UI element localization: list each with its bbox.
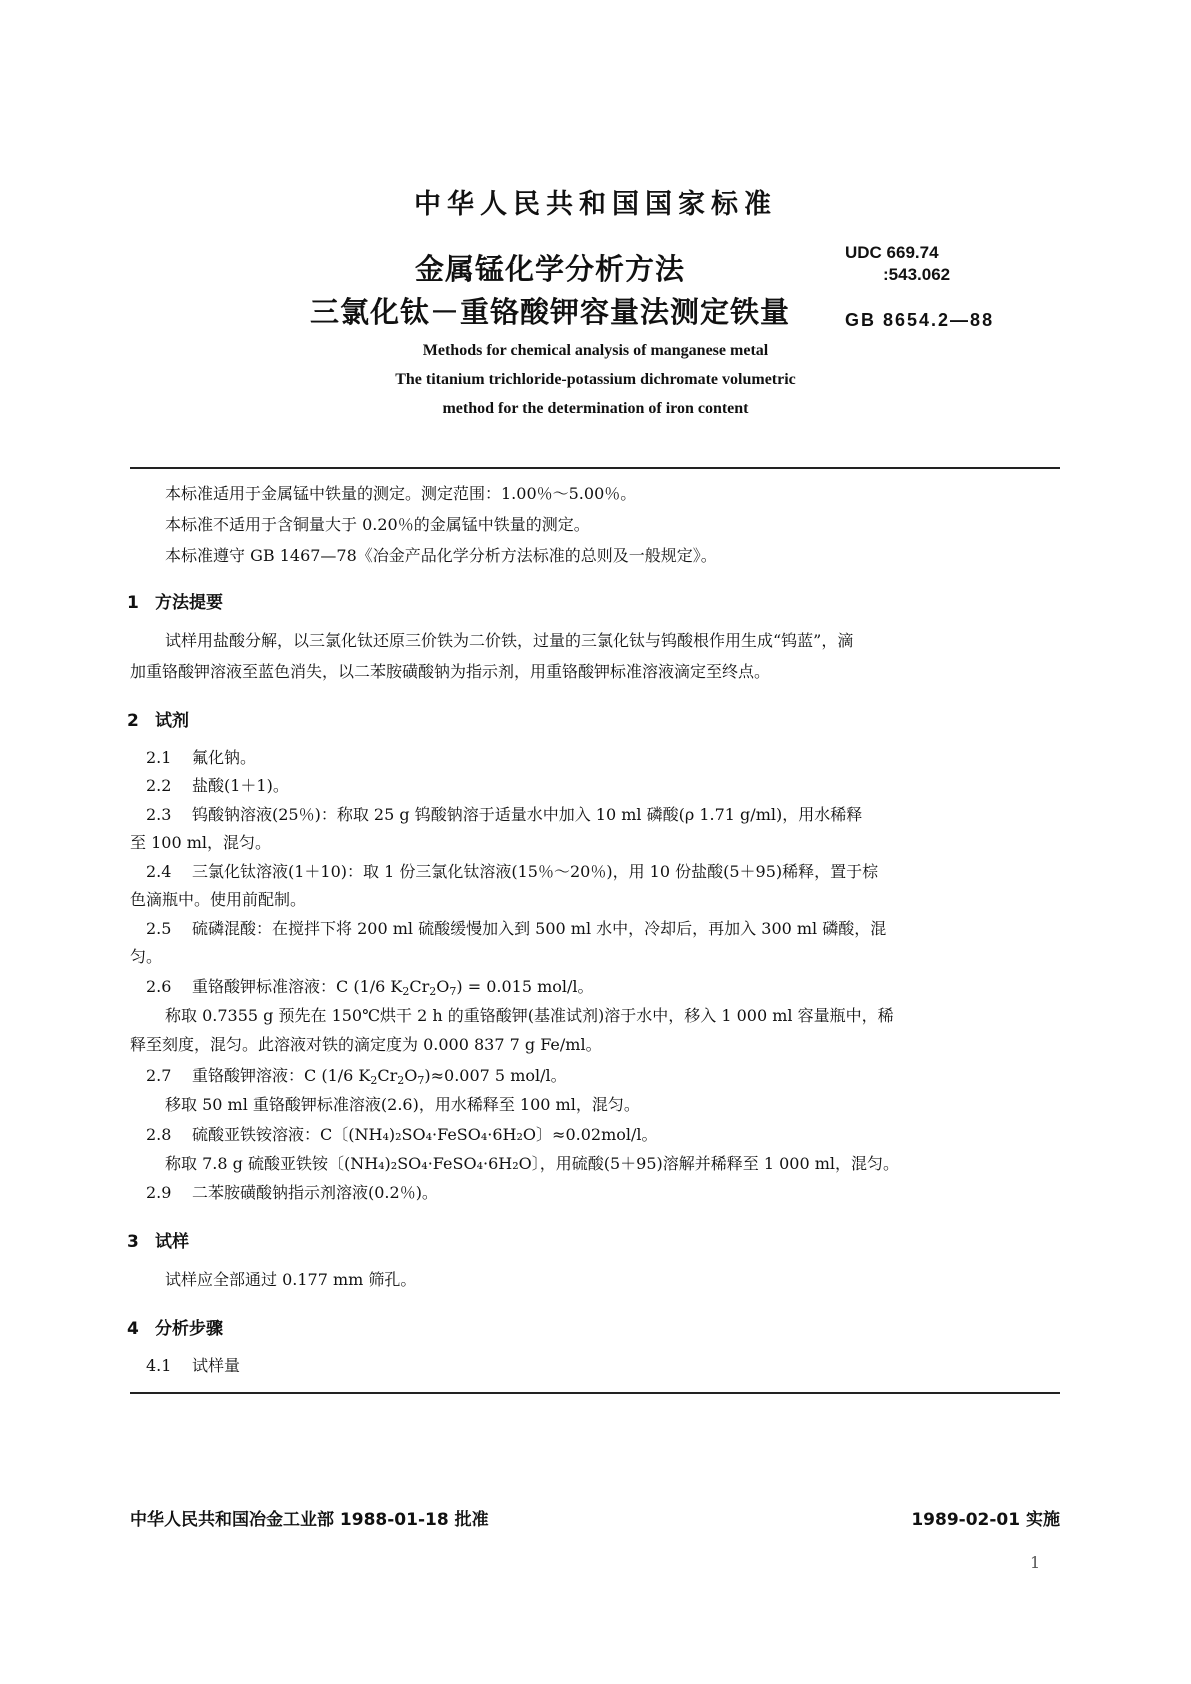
- formula-subscript: 2: [429, 985, 437, 998]
- reagent-label: 重铬酸钾标准溶液：: [192, 977, 337, 996]
- formula-subscript: 2: [370, 1074, 378, 1087]
- formula-part: O: [436, 977, 450, 996]
- reagent-2-6-line2: 称取 0.7355 g 预先在 150℃烘干 2 h 的重铬酸钾(基准试剂)溶于水中，移入 1 000 ml 容量瓶中，稀: [165, 1006, 894, 1025]
- reagent-label: 重铬酸钾溶液：: [192, 1066, 305, 1085]
- formula-subscript: 7: [417, 1074, 425, 1087]
- reagent-text: 氟化钠。: [192, 748, 257, 767]
- formula-part: Cr: [409, 977, 430, 996]
- reagent-2-5: [146, 919, 886, 938]
- reagent-2-8: [146, 1125, 658, 1144]
- reagent-text: 二苯胺磺酸钠指示剂溶液(0.2％)。: [192, 1183, 438, 1202]
- reagent-text: 三氯化钛溶液(1＋10)：取 1 份三氯化钛溶液(15％～20％)，用 10 份盐酸(5＋95)稀释，置于棕: [192, 862, 879, 881]
- reagent-text: 钨酸钠溶液(25％)：称取 25 g 钨酸钠溶于适量水中加入 10 ml 磷酸(ρ 1.71 g/ml)，用水稀释: [192, 805, 863, 824]
- section1-body-line2: 加重铬酸钾溶液至蓝色消失，以二苯胺磺酸钠为指示剂，用重铬酸钾标准溶液滴定至终点。: [130, 662, 771, 681]
- reagent-number: 2.5: [146, 919, 172, 938]
- section4-number: 4: [127, 1319, 139, 1339]
- formula-part: ) = 0.015 mol/l。: [456, 977, 594, 996]
- reagent-number: 2.9: [146, 1183, 172, 1202]
- reagent-2-8-line2: 称取 7.8 g 硫酸亚铁铵〔(NH₄)₂SO₄·FeSO₄·6H₂O〕，用硫酸(5＋95)溶解并稀释至 1 000 ml，混匀。: [165, 1154, 900, 1173]
- reagent-number: 2.6: [146, 977, 172, 996]
- reagent-number: 2.4: [146, 862, 172, 881]
- intro-line3: 本标准遵守 GB 1467—78《冶金产品化学分析方法标准的总则及一般规定》。: [165, 546, 717, 565]
- document-title-line2: 三氯化钛－重铬酸钾容量法测定铁量: [309, 295, 790, 329]
- reagent-number: 2.2: [146, 776, 172, 795]
- section3-number: 3: [127, 1232, 139, 1252]
- footer-divider: [130, 1392, 1060, 1394]
- intro-line2: 本标准不适用于含铜量大于 0.20％的金属锰中铁量的测定。: [165, 515, 590, 534]
- approval-info: 中华人民共和国冶金工业部 1988-01-18 批准: [130, 1510, 489, 1530]
- section1-title: 方法提要: [155, 593, 223, 613]
- reagent-2-2: [146, 776, 289, 795]
- reagent-number: 2.8: [146, 1125, 172, 1144]
- section4-title: 分析步骤: [155, 1319, 223, 1339]
- section3-heading: [127, 1227, 189, 1252]
- header-divider: [130, 467, 1060, 469]
- reagent-2-3-continued: 至 100 ml，混匀。: [130, 833, 272, 852]
- reagent-2-9: [146, 1183, 438, 1202]
- section2-title: 试剂: [155, 711, 189, 731]
- reagent-2-7: [146, 1066, 567, 1087]
- english-title-line3: method for the determination of iron content: [442, 400, 749, 417]
- section2-heading: [127, 706, 189, 731]
- formula-subscript: 7: [449, 985, 457, 998]
- section4-heading: [127, 1314, 223, 1339]
- section1-heading: [127, 588, 223, 613]
- country-standard-title: 中华人民共和国国家标准: [414, 189, 777, 220]
- udc-code: [845, 242, 950, 286]
- subsection-title: 试样量: [192, 1356, 241, 1375]
- formula-part: O: [404, 1066, 418, 1085]
- udc-line2: :543.062: [883, 265, 951, 284]
- formula-part: Cr: [377, 1066, 398, 1085]
- reagent-2-5-continued: 匀。: [130, 947, 163, 966]
- formula-subscript: 2: [402, 985, 410, 998]
- reagent-text: 硫磷混酸：在搅拌下将 200 ml 硫酸缓慢加入到 500 ml 水中，冷却后，再加入 300 ml 磷酸，混: [192, 919, 887, 938]
- section1-number: 1: [127, 593, 139, 613]
- gb-standard-number: GB 8654.2—88: [845, 310, 995, 330]
- section3-title: 试样: [155, 1232, 189, 1252]
- reagent-2-7-line2: 移取 50 ml 重铬酸钾标准溶液(2.6)，用水稀释至 100 ml，混匀。: [165, 1095, 640, 1114]
- reagent-text: 盐酸(1＋1)。: [192, 776, 289, 795]
- reagent-label: 硫酸亚铁铵溶液：: [192, 1125, 321, 1144]
- reagent-2-4-continued: 色滴瓶中。使用前配制。: [130, 890, 307, 909]
- page-number: 1: [1030, 1553, 1041, 1572]
- reagent-2-3: [146, 805, 862, 824]
- english-title-line1: Methods for chemical analysis of manganese metal: [422, 342, 769, 359]
- formula-subscript: 2: [397, 1074, 405, 1087]
- subsection-number: 4.1: [146, 1356, 172, 1375]
- implementation-date: 1989-02-01 实施: [911, 1510, 1060, 1530]
- formula-part: )≈0.007 5 mol/l。: [424, 1066, 567, 1085]
- reagent-2-4: [146, 862, 878, 881]
- section2-number: 2: [127, 711, 139, 731]
- section3-body: 试样应全部通过 0.177 mm 筛孔。: [165, 1270, 417, 1289]
- reagent-2-6: [146, 977, 594, 998]
- subsection-4-1: [146, 1356, 240, 1375]
- reagent-number: 2.7: [146, 1066, 172, 1085]
- formula-part: C (1/6 K: [336, 977, 403, 996]
- reagent-2-1: [146, 748, 256, 767]
- formula-part: C (1/6 K: [304, 1066, 371, 1085]
- document-title-line1: 金属锰化学分析方法: [414, 252, 685, 286]
- reagent-number: 2.3: [146, 805, 172, 824]
- english-title-line2: The titanium trichloride-potassium dichromate volumetric: [395, 371, 796, 388]
- udc-line1: UDC 669.74: [845, 243, 939, 262]
- formula: C〔(NH₄)₂SO₄·FeSO₄·6H₂O〕≈0.02mol/l。: [320, 1125, 658, 1144]
- reagent-2-6-line3: 释至刻度，混匀。此溶液对铁的滴定度为 0.000 837 7 g Fe/ml。: [130, 1035, 602, 1054]
- reagent-number: 2.1: [146, 748, 172, 767]
- section1-body-line1: 试样用盐酸分解，以三氯化钛还原三价铁为二价铁，过量的三氯化钛与钨酸根作用生成“钨蓝”，滴: [165, 631, 854, 650]
- intro-line1: 本标准适用于金属锰中铁量的测定。测定范围：1.00％～5.00％。: [165, 484, 637, 503]
